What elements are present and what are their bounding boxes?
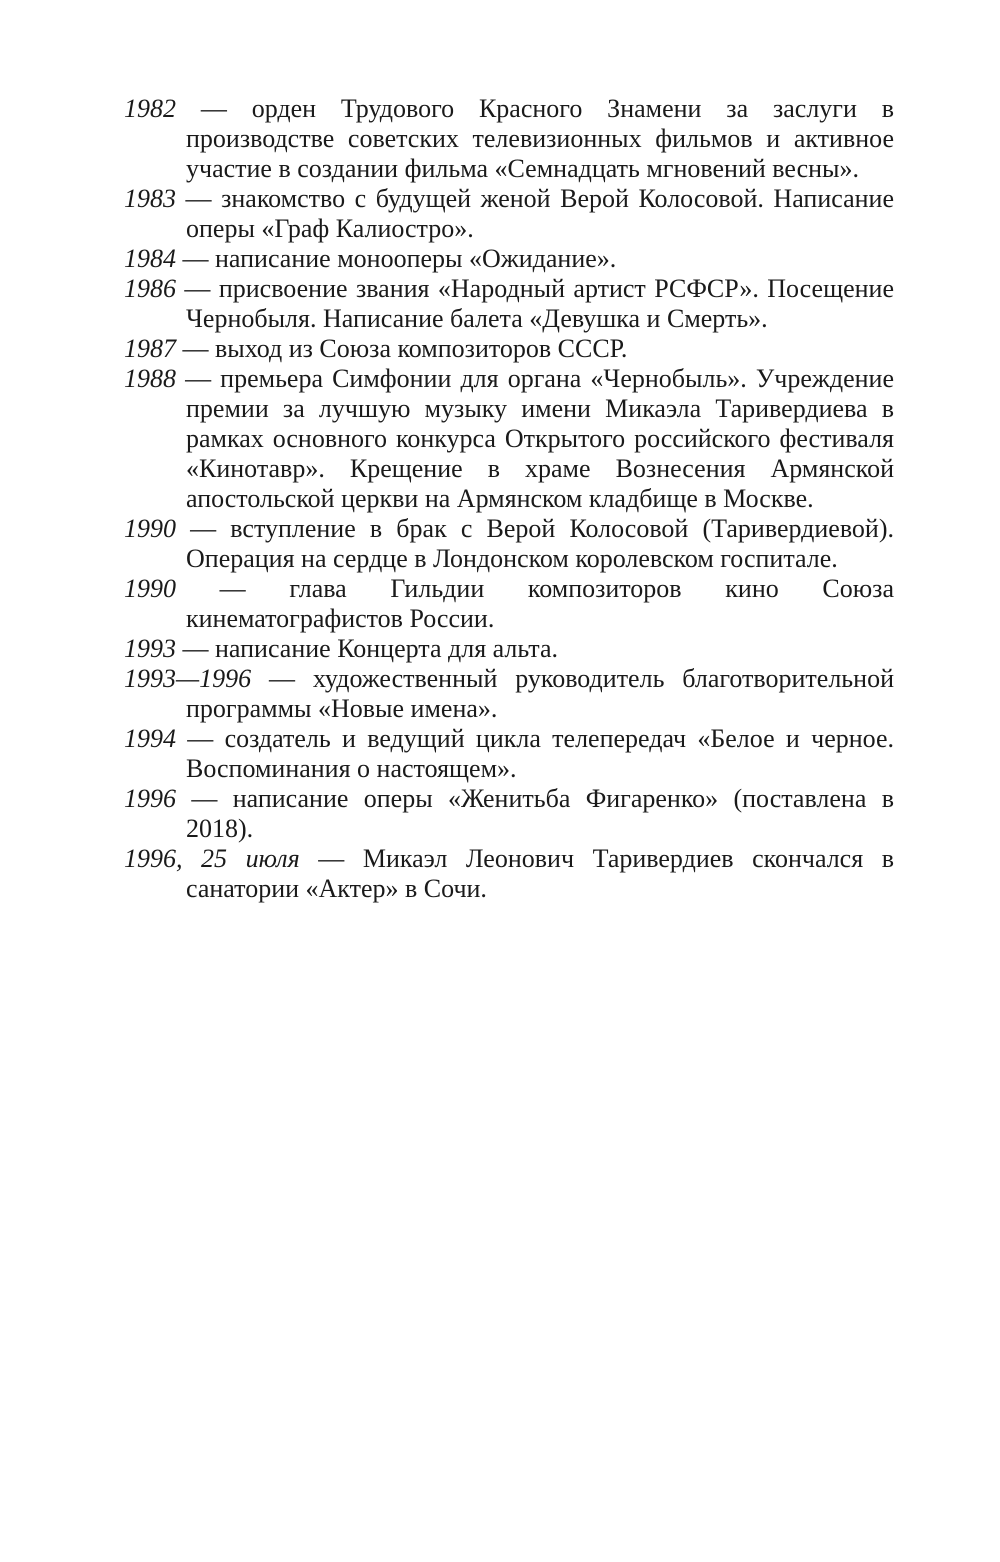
timeline-text: написание Концерта для альта. xyxy=(215,634,558,663)
timeline-separator: — xyxy=(176,184,222,213)
timeline-text: присвоение звания «Народный артист РСФСР». Посещение Чернобыля. Написание балета «Девушка и Смерть». xyxy=(186,274,894,333)
timeline-text: художественный руководитель благотворительной программы «Новые имена». xyxy=(186,664,894,723)
timeline-entry xyxy=(124,634,894,664)
timeline-text: создатель и ведущий цикла телепередач «Белое и черное. Воспоминания о настоящем». xyxy=(186,724,895,783)
timeline-separator: — xyxy=(176,334,215,363)
timeline-year: 1993 xyxy=(124,634,176,663)
timeline-entry xyxy=(124,184,894,244)
timeline-text: вступление в брак с Верой Колосовой (Таривердиевой). Операция на сердце в Лондонском королевском госпитале. xyxy=(186,514,894,573)
timeline-entry xyxy=(124,514,894,574)
timeline-year: 1984 xyxy=(124,244,176,273)
timeline-year: 1990 xyxy=(124,514,176,543)
timeline-text: Микаэл Леонович Таривердиев скончался в санатории «Актер» в Сочи. xyxy=(186,844,895,903)
timeline-separator: — xyxy=(176,724,225,753)
timeline-year: 1987 xyxy=(124,334,176,363)
timeline-text: глава Гильдии композиторов кино Союза кинематографистов России. xyxy=(186,574,894,633)
timeline-text: знакомство с будущей женой Верой Колосовой. Написание оперы «Граф Калиостро». xyxy=(186,184,894,243)
timeline-entry xyxy=(124,724,894,784)
timeline-entry xyxy=(124,94,894,184)
timeline-separator: — xyxy=(176,514,231,543)
timeline-entry xyxy=(124,574,894,634)
timeline-separator: — xyxy=(176,574,290,603)
timeline-text: написание монооперы «Ожидание». xyxy=(215,244,617,273)
timeline-year: 1988 xyxy=(124,364,176,393)
timeline-year: 1994 xyxy=(124,724,176,753)
timeline-text: написание оперы «Женитьба Фигаренко» (поставлена в 2018). xyxy=(186,784,894,843)
timeline-separator: — xyxy=(251,664,313,693)
timeline-year: 1986 xyxy=(124,274,176,303)
timeline-page xyxy=(124,94,894,904)
timeline-entry xyxy=(124,664,894,724)
timeline-separator: — xyxy=(176,94,252,123)
timeline-year: 1996, 25 июля xyxy=(124,844,300,873)
timeline-separator: — xyxy=(176,634,215,663)
timeline-year: 1993—1996 xyxy=(124,664,252,693)
timeline-entry xyxy=(124,844,894,904)
timeline-separator: — xyxy=(176,274,219,303)
timeline-entry xyxy=(124,244,894,274)
timeline-year: 1982 xyxy=(124,94,176,123)
timeline-entry xyxy=(124,274,894,334)
timeline-year: 1983 xyxy=(124,184,176,213)
timeline-text: выход из Союза композиторов СССР. xyxy=(215,334,628,363)
timeline-separator: — xyxy=(176,244,215,273)
timeline-year: 1990 xyxy=(124,574,176,603)
timeline-separator: — xyxy=(299,844,363,873)
timeline-entry xyxy=(124,364,894,514)
timeline-text: орден Трудового Красного Знамени за заслуги в производстве советских телевизионных фильмов и активное участие в создании фильма «Семнадцать мгновений весны». xyxy=(186,94,894,183)
timeline-text: премьера Симфонии для органа «Чернобыль». Учреждение премии за лучшую музыку имени Микаэла Таривердиева в рамках основного конкурса Открытого российского фестиваля «Кинотавр». Крещение в храме Вознесения Армянской апостольской церкви на Армянском кладбище в Москве. xyxy=(186,364,895,513)
timeline-separator: — xyxy=(176,364,221,393)
timeline-entry xyxy=(124,334,894,364)
timeline-entry xyxy=(124,784,894,844)
timeline-separator: — xyxy=(176,784,233,813)
timeline-year: 1996 xyxy=(124,784,176,813)
